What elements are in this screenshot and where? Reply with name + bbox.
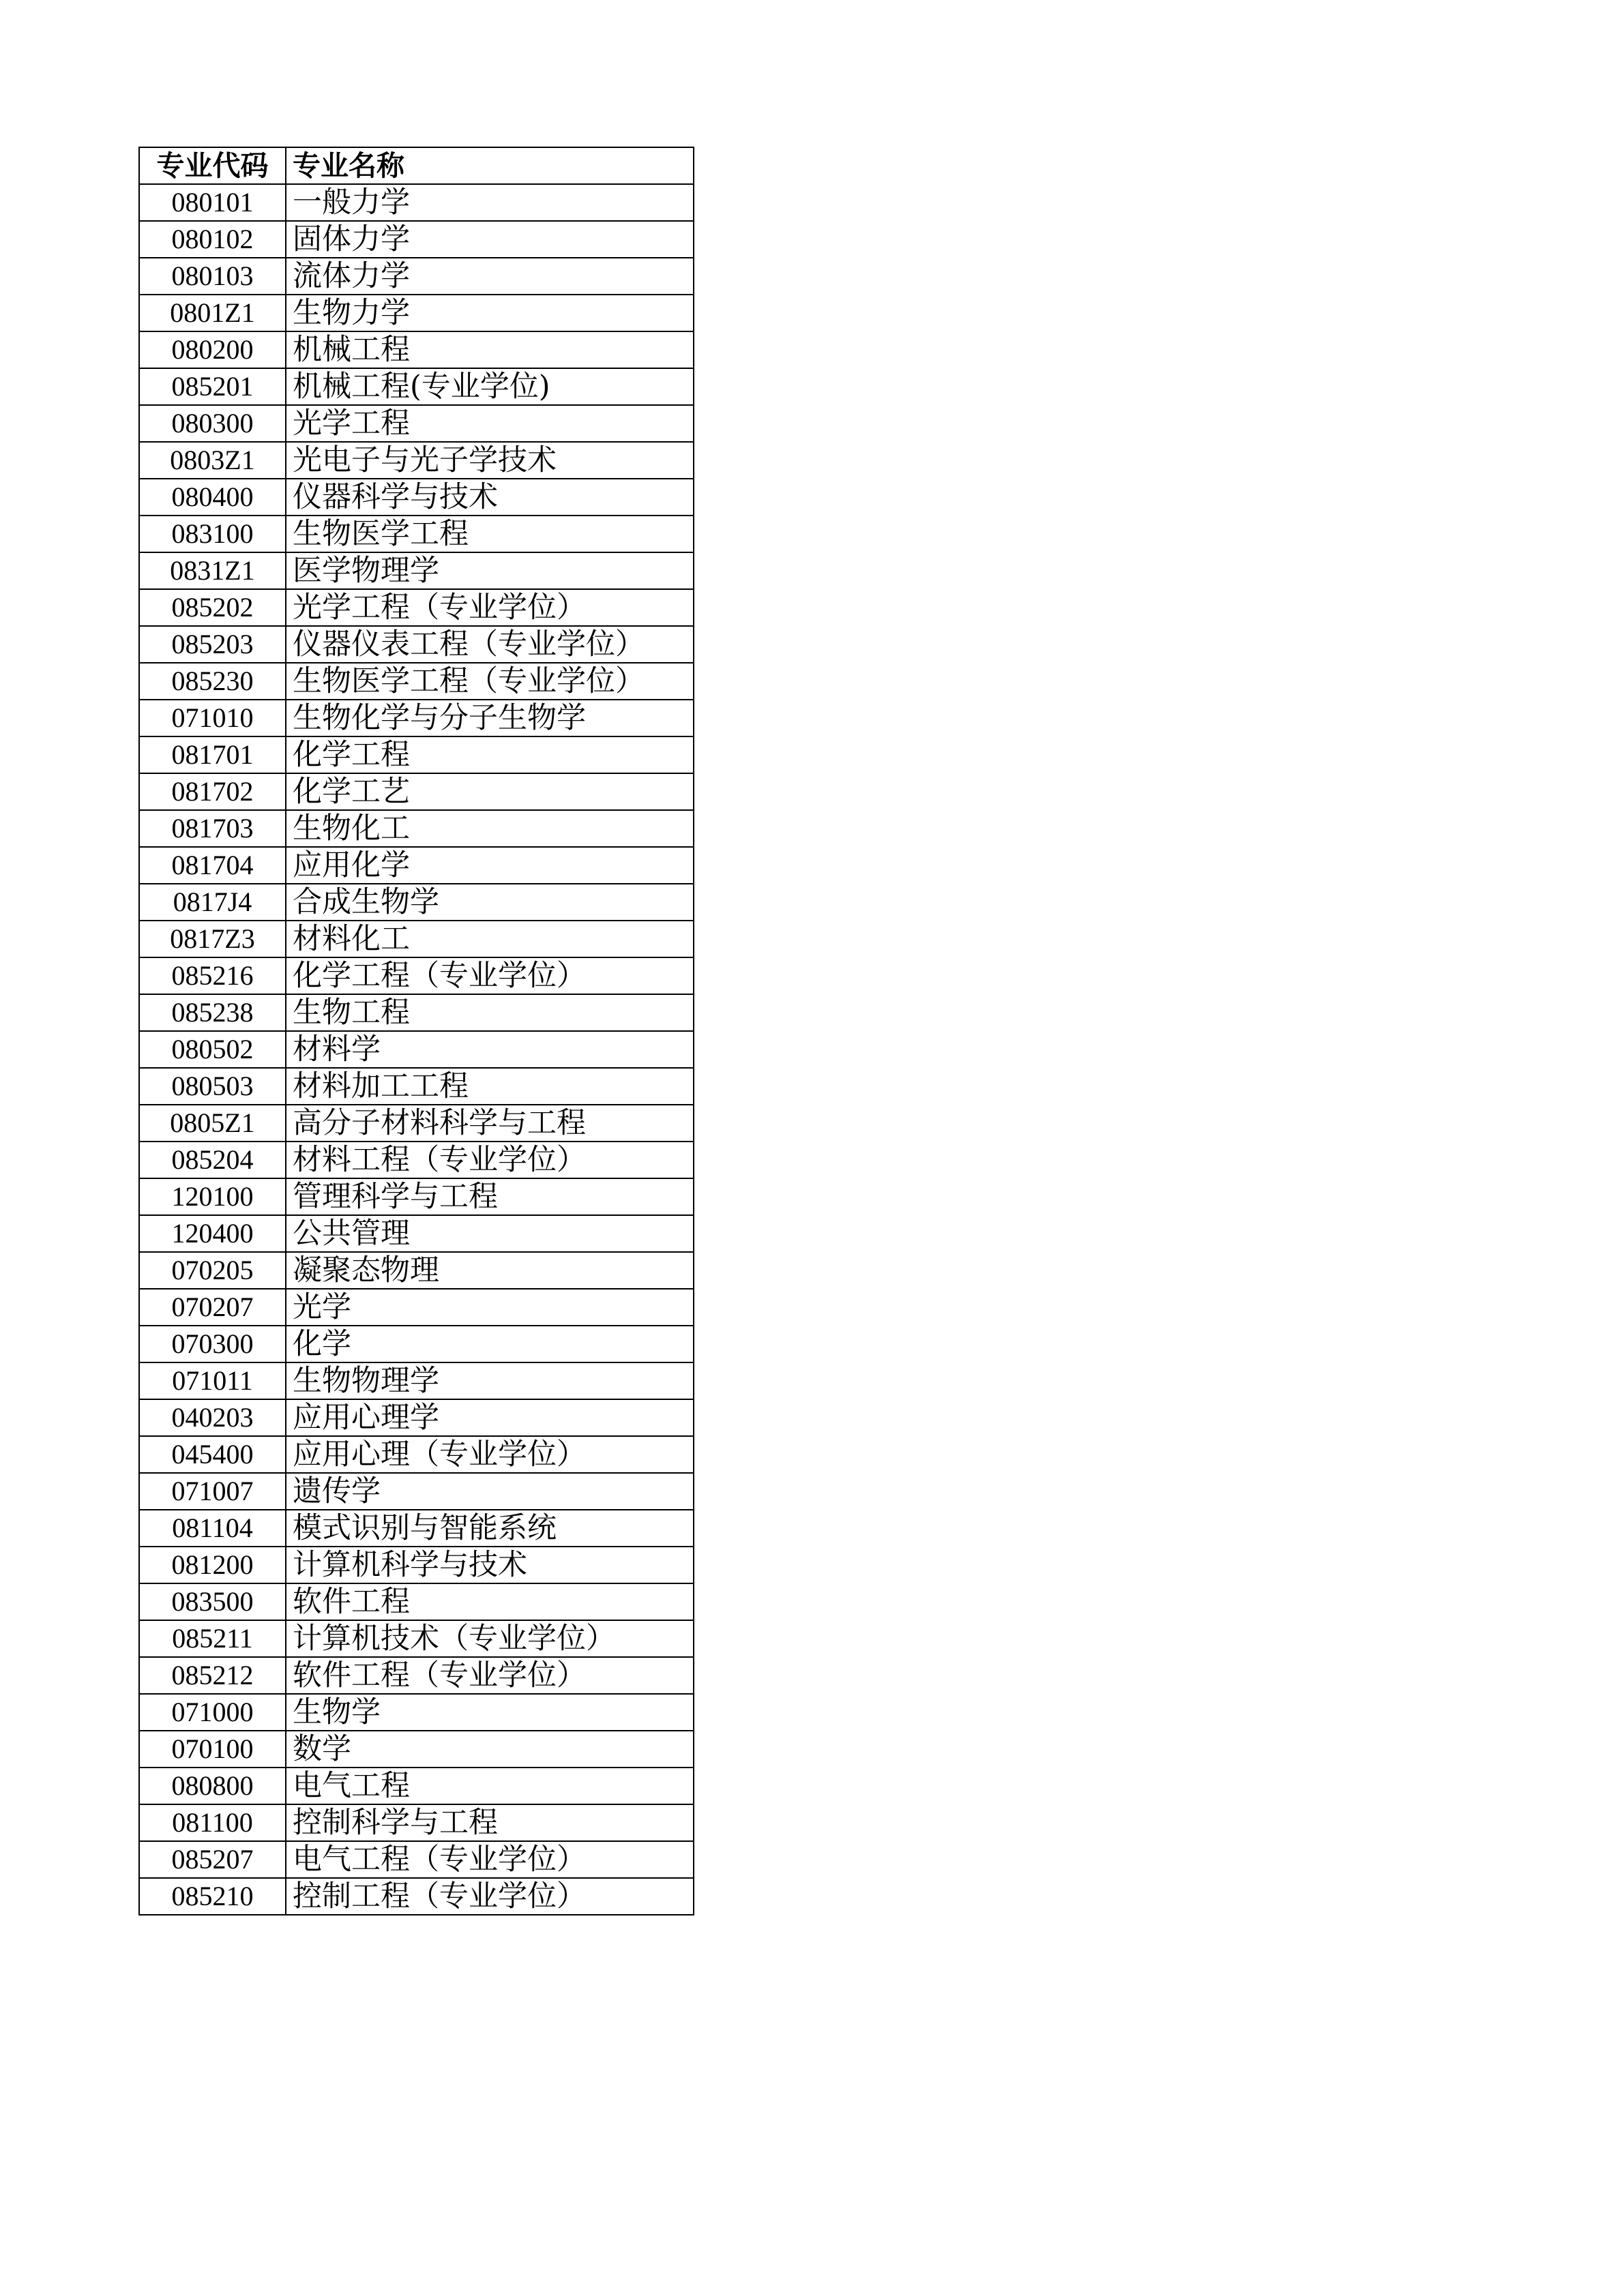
major-name-cell: 高分子材料科学与工程	[286, 1105, 694, 1142]
major-code-cell: 085212	[139, 1657, 286, 1694]
table-row	[139, 1326, 694, 1362]
table-row	[139, 442, 694, 479]
table-row	[139, 1694, 694, 1731]
major-name-cell: 化学工艺	[286, 773, 694, 810]
major-name-cell: 遗传学	[286, 1473, 694, 1510]
table-row	[139, 258, 694, 295]
table-row	[139, 921, 694, 957]
major-code-cell: 085203	[139, 626, 286, 663]
table-row	[139, 957, 694, 994]
table-row	[139, 1657, 694, 1694]
major-code-cell: 080503	[139, 1068, 286, 1105]
table-row	[139, 1583, 694, 1620]
major-name-cell: 化学工程	[286, 736, 694, 773]
major-name-cell: 生物工程	[286, 994, 694, 1031]
major-code-cell: 071000	[139, 1694, 286, 1731]
major-code-cell: 081701	[139, 736, 286, 773]
major-code-cell: 083500	[139, 1583, 286, 1620]
major-code-cell: 040203	[139, 1399, 286, 1436]
table-row	[139, 736, 694, 773]
major-code-cell: 0801Z1	[139, 295, 286, 331]
table-row	[139, 1804, 694, 1841]
table-row	[139, 1473, 694, 1510]
table-row	[139, 1731, 694, 1768]
table-row	[139, 516, 694, 552]
table-row	[139, 1510, 694, 1547]
major-name-cell: 生物医学工程（专业学位）	[286, 663, 694, 700]
table-row	[139, 589, 694, 626]
major-name-cell: 光学	[286, 1289, 694, 1326]
major-name-cell: 电气工程（专业学位）	[286, 1841, 694, 1878]
major-code-cell: 070207	[139, 1289, 286, 1326]
table-row	[139, 1105, 694, 1142]
header-major-name: 专业名称	[286, 147, 694, 184]
major-code-cell: 0831Z1	[139, 552, 286, 589]
major-name-cell: 应用心理学	[286, 1399, 694, 1436]
major-code-cell: 081100	[139, 1804, 286, 1841]
major-name-cell: 化学工程（专业学位）	[286, 957, 694, 994]
major-code-cell: 080300	[139, 405, 286, 442]
table-row	[139, 1768, 694, 1804]
major-name-cell: 计算机技术（专业学位）	[286, 1620, 694, 1657]
table-row	[139, 1399, 694, 1436]
major-code-cell: 080101	[139, 184, 286, 221]
table-row	[139, 184, 694, 221]
major-name-cell: 电气工程	[286, 1768, 694, 1804]
major-code-cell: 080400	[139, 479, 286, 516]
table-row	[139, 552, 694, 589]
major-code-cell: 085216	[139, 957, 286, 994]
table-row	[139, 994, 694, 1031]
major-name-cell: 固体力学	[286, 221, 694, 258]
table-row	[139, 331, 694, 368]
table-row	[139, 1252, 694, 1289]
table-row	[139, 1031, 694, 1068]
major-name-cell: 材料工程（专业学位）	[286, 1142, 694, 1178]
table-row	[139, 1178, 694, 1215]
major-name-cell: 计算机科学与技术	[286, 1547, 694, 1583]
major-name-cell: 控制工程（专业学位）	[286, 1878, 694, 1915]
table-row	[139, 1878, 694, 1915]
table-row	[139, 884, 694, 921]
major-name-cell: 化学	[286, 1326, 694, 1362]
header-row	[139, 147, 694, 184]
major-name-cell: 材料加工工程	[286, 1068, 694, 1105]
major-name-cell: 材料化工	[286, 921, 694, 957]
major-name-cell: 模式识别与智能系统	[286, 1510, 694, 1547]
major-name-cell: 应用心理（专业学位）	[286, 1436, 694, 1473]
major-code-cell: 081702	[139, 773, 286, 810]
major-name-cell: 应用化学	[286, 847, 694, 884]
table-row	[139, 847, 694, 884]
major-name-cell: 生物物理学	[286, 1362, 694, 1399]
table-row	[139, 1215, 694, 1252]
table-body	[139, 184, 694, 1915]
major-name-cell: 数学	[286, 1731, 694, 1768]
major-code-cell: 083100	[139, 516, 286, 552]
table-row	[139, 1289, 694, 1326]
table-row	[139, 626, 694, 663]
table-row	[139, 1142, 694, 1178]
major-name-cell: 生物化工	[286, 810, 694, 847]
table-row	[139, 1841, 694, 1878]
major-name-cell: 生物医学工程	[286, 516, 694, 552]
table-header	[139, 147, 694, 184]
major-code-cell: 085201	[139, 368, 286, 405]
table-row	[139, 1547, 694, 1583]
major-name-cell: 光学工程	[286, 405, 694, 442]
major-code-cell: 081104	[139, 1510, 286, 1547]
header-major-code: 专业代码	[139, 147, 286, 184]
major-code-cell: 070100	[139, 1731, 286, 1768]
major-name-cell: 光电子与光子学技术	[286, 442, 694, 479]
major-name-cell: 生物学	[286, 1694, 694, 1731]
major-name-cell: 机械工程	[286, 331, 694, 368]
major-code-cell: 085207	[139, 1841, 286, 1878]
major-code-cell: 070205	[139, 1252, 286, 1289]
major-name-cell: 生物化学与分子生物学	[286, 700, 694, 736]
table-row	[139, 1362, 694, 1399]
major-name-cell: 光学工程（专业学位）	[286, 589, 694, 626]
table-row	[139, 1436, 694, 1473]
major-name-cell: 软件工程	[286, 1583, 694, 1620]
major-name-cell: 一般力学	[286, 184, 694, 221]
table-row	[139, 1620, 694, 1657]
major-code-cell: 080800	[139, 1768, 286, 1804]
major-code-cell: 120400	[139, 1215, 286, 1252]
table-row	[139, 700, 694, 736]
major-name-cell: 控制科学与工程	[286, 1804, 694, 1841]
major-code-cell: 120100	[139, 1178, 286, 1215]
major-code-cell: 085202	[139, 589, 286, 626]
major-table	[138, 147, 694, 1915]
major-code-cell: 085230	[139, 663, 286, 700]
major-code-cell: 080200	[139, 331, 286, 368]
table-row	[139, 479, 694, 516]
major-name-cell: 生物力学	[286, 295, 694, 331]
major-code-cell: 081704	[139, 847, 286, 884]
table-row	[139, 1068, 694, 1105]
major-code-cell: 085211	[139, 1620, 286, 1657]
major-code-cell: 085238	[139, 994, 286, 1031]
major-code-cell: 0803Z1	[139, 442, 286, 479]
table-row	[139, 368, 694, 405]
major-code-cell: 071007	[139, 1473, 286, 1510]
table-row	[139, 810, 694, 847]
major-code-cell: 081703	[139, 810, 286, 847]
major-name-cell: 软件工程（专业学位）	[286, 1657, 694, 1694]
table-row	[139, 405, 694, 442]
major-code-cell: 085204	[139, 1142, 286, 1178]
major-code-cell: 080103	[139, 258, 286, 295]
major-name-cell: 流体力学	[286, 258, 694, 295]
major-code-cell: 045400	[139, 1436, 286, 1473]
major-name-cell: 仪器仪表工程（专业学位）	[286, 626, 694, 663]
major-name-cell: 医学物理学	[286, 552, 694, 589]
major-name-cell: 合成生物学	[286, 884, 694, 921]
major-code-cell: 080502	[139, 1031, 286, 1068]
major-name-cell: 管理科学与工程	[286, 1178, 694, 1215]
major-code-cell: 0805Z1	[139, 1105, 286, 1142]
major-code-cell: 0817J4	[139, 884, 286, 921]
table-row	[139, 221, 694, 258]
major-name-cell: 公共管理	[286, 1215, 694, 1252]
table-row	[139, 773, 694, 810]
table-row	[139, 663, 694, 700]
major-name-cell: 凝聚态物理	[286, 1252, 694, 1289]
major-name-cell: 仪器科学与技术	[286, 479, 694, 516]
table-row	[139, 295, 694, 331]
major-code-cell: 0817Z3	[139, 921, 286, 957]
major-code-cell: 071011	[139, 1362, 286, 1399]
major-name-cell: 机械工程(专业学位)	[286, 368, 694, 405]
major-code-cell: 080102	[139, 221, 286, 258]
major-code-cell: 085210	[139, 1878, 286, 1915]
major-code-cell: 070300	[139, 1326, 286, 1362]
major-code-cell: 081200	[139, 1547, 286, 1583]
major-code-cell: 071010	[139, 700, 286, 736]
major-name-cell: 材料学	[286, 1031, 694, 1068]
